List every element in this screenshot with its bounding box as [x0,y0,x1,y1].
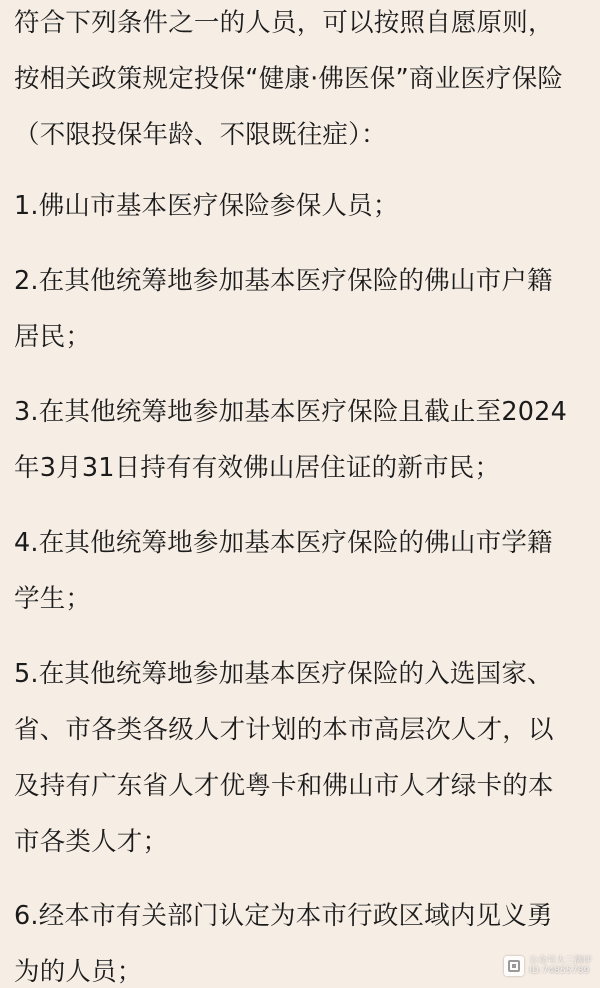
intro-line-1: 符合下列条件之一的人员，可以按照自愿原则， [14,8,554,38]
watermark-line-2: ID:74855789 [528,966,590,976]
watermark-line-1: 公众号大三测评 [528,956,592,966]
watermark [504,956,592,976]
item-6-line-2: 为的人员； [14,957,143,987]
item-4-line-2: 学生； [14,584,92,614]
item-2-line-2: 居民； [14,322,92,352]
item-3-line-1: 3.在其他统筹地参加基本医疗保险且截止至2024 [14,397,568,427]
media-icon [504,956,524,976]
item-2-line-1: 2.在其他统筹地参加基本医疗保险的佛山市户籍 [14,266,553,296]
item-5-line-4: 市各类人才； [14,827,169,857]
item-3-line-2: 年3月31日持有有效佛山居住证的新市民； [14,453,501,483]
item-5-line-1: 5.在其他统筹地参加基本医疗保险的入选国家、 [14,659,553,689]
item-5-line-3: 及持有广东省人才优粤卡和佛山市人才绿卡的本 [14,771,554,801]
watermark-text [529,956,592,976]
item-5-line-2: 省、市各类各级人才计划的本市高层次人才，以 [14,715,554,745]
intro-line-2: 按相关政策规定投保“健康·佛医保”商业医疗保险 [14,64,564,94]
item-1-line-1: 1.佛山市基本医疗保险参保人员； [14,191,399,221]
item-6-line-1: 6.经本市有关部门认定为本市行政区域内见义勇 [14,901,553,931]
intro-line-3: （不限投保年龄、不限既往症）： [14,120,387,150]
item-4-line-1: 4.在其他统筹地参加基本医疗保险的佛山市学籍 [14,528,553,558]
